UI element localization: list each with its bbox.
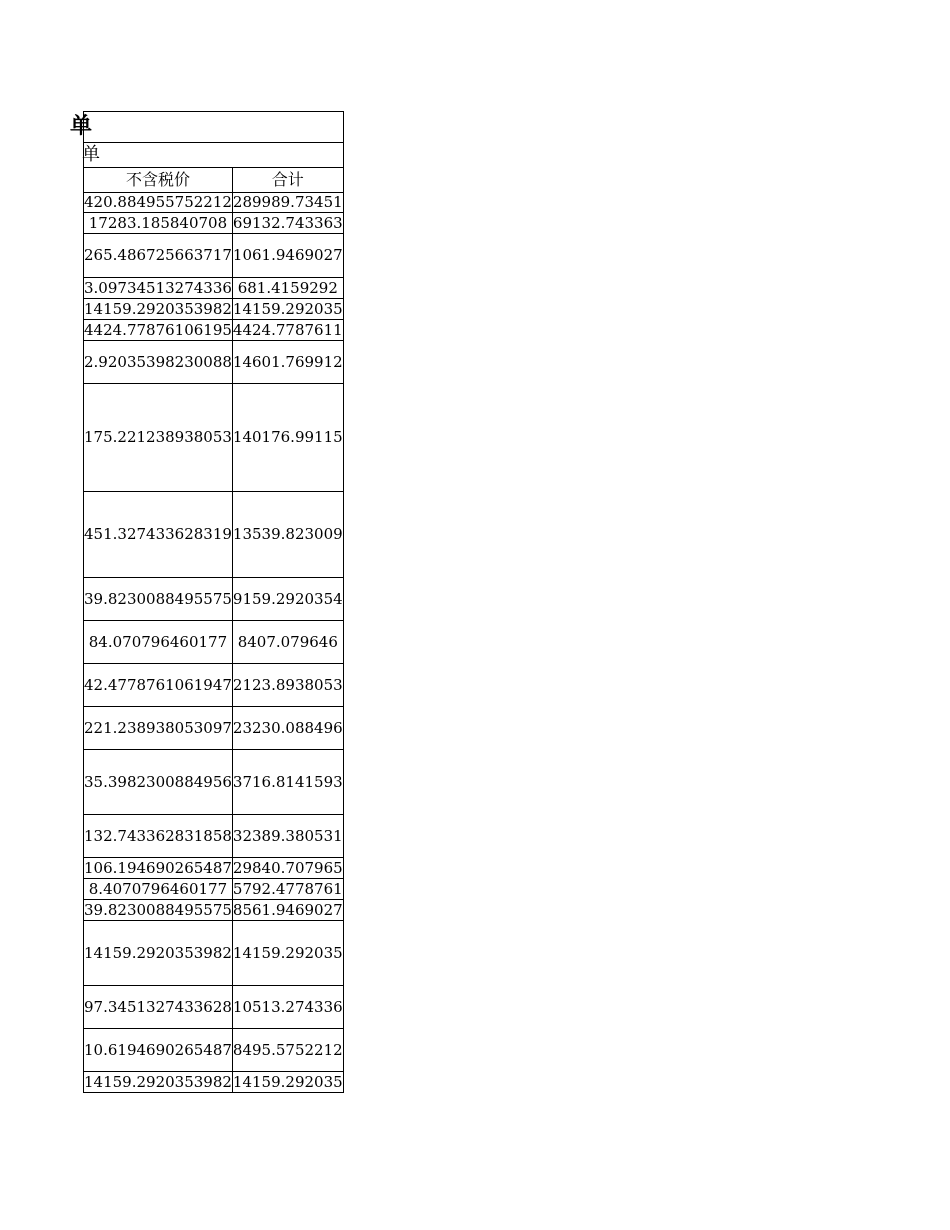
table-row [84,193,344,213]
price-cell: 420.884955752212 [84,193,232,211]
table-row [84,664,344,707]
table-row [84,299,344,320]
table-row [84,384,344,492]
price-cell: 14159.2920353982 [84,1072,232,1091]
table-row [84,750,344,815]
table-row [84,900,344,921]
table-row [84,1029,344,1072]
total-cell: 3716.8141593 [232,750,343,815]
total-cell: 9159.2920354 [232,578,343,621]
price-cell: 3.09734513274336 [84,278,232,297]
subtitle-row [84,143,344,168]
total-cell: 14159.292035 [232,299,343,318]
total-cell: 8407.079646 [232,621,343,664]
total-cell: 681.4159292 [232,278,343,299]
price-cell: 265.486725663717 [84,234,233,278]
price-cell: 14159.2920353982 [84,921,233,986]
total-cell: 4424.7787611 [232,320,343,339]
price-cell: 4424.77876106195 [84,320,232,339]
table-row [84,320,344,341]
table-row [84,621,344,664]
price-cell: 8.4070796460177 [84,879,233,900]
table-row [84,278,344,299]
table-row [84,986,344,1029]
total-cell: 140176.99115 [232,384,343,492]
sheet-subtitle: 单 [84,143,344,168]
price-cell: 84.070796460177 [84,621,233,664]
price-cell: 35.3982300884956 [84,750,233,815]
title-row [84,112,344,143]
total-cell: 14159.292035 [232,1072,343,1091]
price-cell: 14159.2920353982 [84,299,232,318]
table-row [84,341,344,384]
price-cell: 132.743362831858 [84,815,233,858]
total-cell: 23230.088496 [232,707,343,750]
total-cell: 2123.8938053 [232,664,343,707]
total-cell: 289989.73451 [232,193,343,211]
price-cell: 451.327433628319 [84,492,233,578]
price-table [70,111,344,1093]
total-cell: 8495.5752212 [232,1029,343,1072]
price-cell: 17283.185840708 [84,213,233,234]
header-row [84,168,344,193]
total-cell: 1061.9469027 [232,234,343,278]
price-cell: 97.3451327433628 [84,986,233,1029]
price-cell: 39.8230088495575 [84,578,233,621]
table-row [84,578,344,621]
table-row [84,815,344,858]
price-cell: 10.6194690265487 [84,1029,233,1072]
total-cell: 69132.743363 [232,213,343,232]
table-row [84,921,344,986]
table-row [84,234,344,278]
sheet-title: 单 [84,112,344,143]
table-row [84,1072,344,1093]
price-cell: 221.238938053097 [84,707,233,750]
total-cell: 10513.274336 [232,986,343,1029]
table-row [84,213,344,234]
table-row [84,879,344,900]
price-cell: 42.4778761061947 [84,664,233,707]
total-cell: 5792.4778761 [232,879,343,898]
total-cell: 14159.292035 [232,921,343,986]
total-cell: 13539.823009 [232,492,343,578]
total-cell: 14601.769912 [232,341,343,384]
table-row [84,858,344,879]
price-cell: 106.194690265487 [84,858,232,877]
table-row [84,707,344,750]
total-cell: 8561.9469027 [232,900,343,919]
total-cell: 29840.707965 [232,858,343,877]
price-cell: 39.8230088495575 [84,900,232,919]
price-cell: 175.221238938053 [84,384,233,492]
price-cell: 2.92035398230088 [84,341,233,384]
column-header-price: 不含税价 [84,168,233,193]
column-header-total: 合计 [232,168,343,193]
price-table-wrapper [70,111,344,1093]
table-row [84,492,344,578]
total-cell: 32389.380531 [232,815,343,858]
